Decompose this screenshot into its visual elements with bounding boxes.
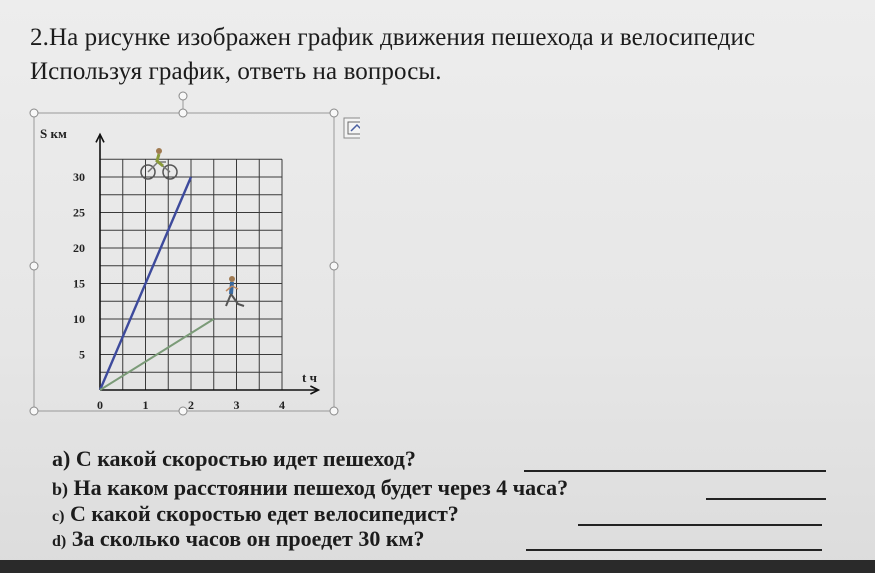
x-tick-label: 4 (279, 398, 285, 412)
selection-handle (30, 262, 38, 270)
y-tick-label: 15 (73, 276, 85, 291)
chart-grid (100, 159, 282, 390)
selection-handle (30, 407, 38, 415)
selection-handle (179, 407, 187, 415)
answer-b-blank[interactable] (706, 498, 826, 500)
answer-c-blank[interactable] (578, 524, 822, 526)
question-d-marker: d) (52, 533, 67, 550)
selection-handle (330, 262, 338, 270)
y-tick-label: 10 (73, 312, 85, 326)
distance-time-chart (0, 0, 360, 430)
answer-d-blank[interactable] (526, 549, 822, 551)
x-tick-label: 2 (188, 398, 194, 412)
question-b-text: На каком расстоянии пешеход будет через 4 часа? (73, 475, 569, 500)
answer-a-blank[interactable] (524, 470, 826, 472)
bottom-edge (0, 560, 875, 573)
selection-handle (179, 109, 187, 117)
question-c (52, 501, 459, 527)
task-title-line-1: 2.На рисунке изображен график движения пешехода и велосипедис (30, 24, 756, 51)
question-a-marker: a) (52, 446, 71, 471)
question-d (52, 526, 425, 552)
y-axis-label: S км (40, 126, 67, 141)
cyclist-icon (141, 148, 177, 179)
x-tick-label: 3 (233, 398, 240, 412)
x-axis-label: t ч (302, 370, 317, 385)
selection-handle (330, 109, 338, 117)
question-b (52, 475, 568, 501)
x-tick-label: 0 (97, 398, 103, 412)
question-c-marker: c) (52, 508, 65, 525)
y-tick-label: 20 (73, 241, 85, 255)
y-tick-label: 30 (73, 170, 85, 184)
x-tick-label: 1 (142, 398, 149, 412)
question-d-text: За сколько часов он проедет 30 км? (71, 526, 425, 551)
y-tick-label: 5 (79, 347, 85, 362)
y-tick-label: 25 (73, 205, 85, 220)
layout-options-icon[interactable] (344, 118, 360, 138)
selection-handle (179, 92, 187, 100)
question-c-text: С какой скоростью едет велосипедист? (69, 501, 459, 526)
chart-axes (96, 134, 318, 394)
question-a (52, 446, 416, 472)
question-b-marker: b) (52, 479, 69, 499)
selection-handle (30, 109, 38, 117)
task-title-line-2: Используя график, ответь на вопросы. (30, 58, 442, 85)
selection-handle (330, 407, 338, 415)
question-a-text: С какой скоростью идет пешеход? (75, 446, 416, 471)
